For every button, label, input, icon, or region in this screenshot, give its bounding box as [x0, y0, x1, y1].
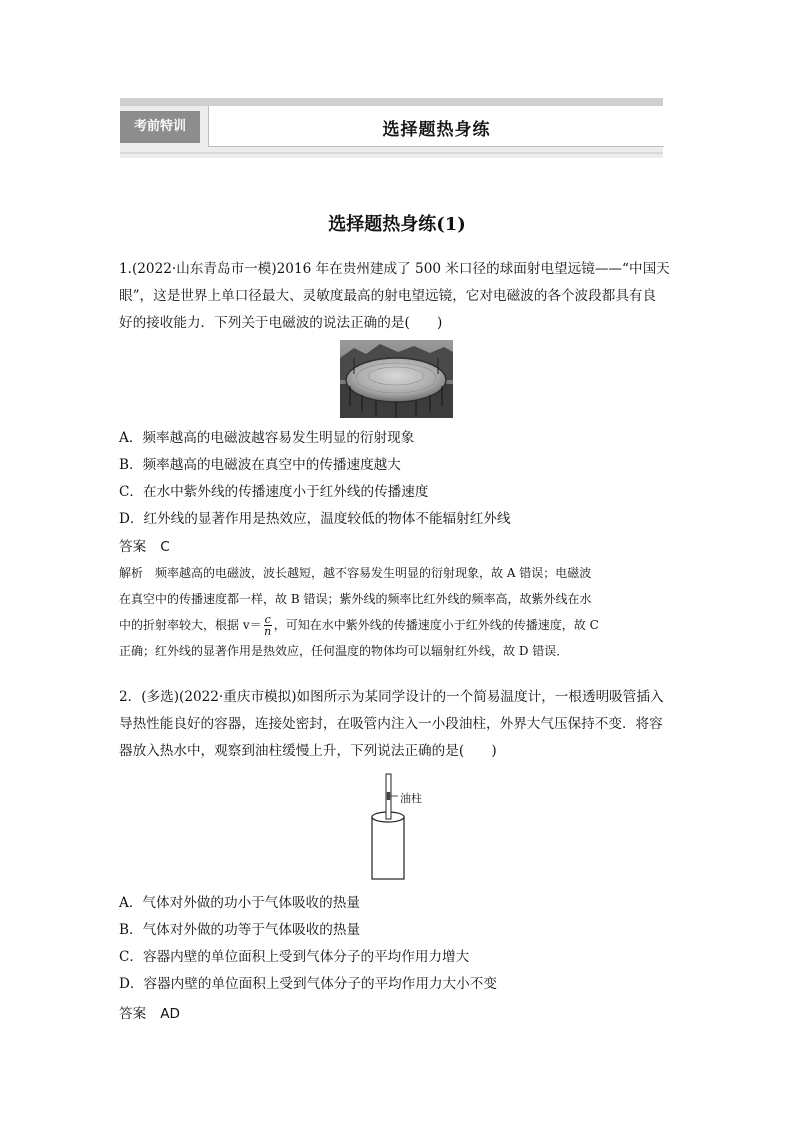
q1-answer	[119, 535, 170, 555]
section-header	[120, 98, 663, 158]
question-1-line: 眼”，这是世界上单口径最大、灵敏度最高的射电望远镜，它对电磁波的各个波段都具有良	[119, 288, 657, 304]
question-2-line: 器放入热水中，观察到油柱缓慢上升，下列说法正确的是( )	[119, 743, 497, 759]
q1-option-c: C．在水中紫外线的传播速度小于红外线的传播速度	[119, 484, 429, 500]
question-2-line: 2．(多选)(2022·重庆市模拟)如图所示为某同学设计的一个简易温度计，一根透明吸管插入	[119, 689, 664, 705]
question-2-stem	[119, 684, 675, 765]
oil-column-label: 油柱	[400, 792, 422, 805]
q2-option-d: D．容器内壁的单位面积上受到气体分子的平均作用力大小不变	[119, 976, 497, 992]
header-title: 选择题热身练	[382, 120, 491, 140]
thermometer-diagram	[365, 772, 435, 882]
explanation-line	[119, 612, 675, 638]
q1-explanation	[119, 560, 675, 664]
fraction-numerator: c	[264, 613, 271, 626]
q2-option-b: B．气体对外做的功等于气体吸收的热量	[119, 922, 361, 938]
header-title-box	[208, 106, 664, 147]
question-1-line: 1.(2022·山东青岛市一模)2016 年在贵州建成了 500 米口径的球面射电望远镜——“中国天	[119, 261, 670, 277]
telescope-photo	[340, 340, 453, 418]
fraction-denominator: n	[264, 625, 272, 638]
answer-label: 答案	[119, 539, 147, 555]
section-tag: 考前特训	[120, 111, 200, 143]
page-title: 选择题热身练(1)	[328, 214, 466, 235]
answer-value: C	[160, 539, 170, 555]
explanation-line: 在真空中的传播速度都一样，故 B 错误；紫外线的频率比红外线的频率高，故紫外线在水	[119, 592, 592, 606]
question-2-line: 导热性能良好的容器，连接处密封，在吸管内注入一小段油柱，外界大气压保持不变．将容	[119, 716, 663, 732]
q1-option-d: D．红外线的显著作用是热效应，温度较低的物体不能辐射红外线	[119, 511, 511, 527]
explanation-text: ，可知在水中紫外线的传播速度小于红外线的传播速度，故 C	[273, 618, 599, 632]
answer-label: 答案	[119, 1006, 147, 1022]
q1-option-b: B．频率越高的电磁波在真空中的传播速度越大	[119, 457, 401, 473]
explanation-line: 解析 频率越高的电磁波，波长越短，越不容易发生明显的衍射现象，故 A 错误；电磁波	[119, 566, 592, 580]
q2-answer	[119, 1002, 180, 1022]
question-1-line: 好的接收能力．下列关于电磁波的说法正确的是( )	[119, 315, 443, 331]
explanation-text: 中的折射率较大，根据 v＝	[119, 618, 262, 632]
answer-value: AD	[160, 1006, 180, 1022]
header-rule	[120, 152, 663, 154]
question-1-stem	[119, 256, 675, 337]
explanation-line: 正确；红外线的显著作用是热效应，任何温度的物体均可以辐射红外线，故 D 错误．	[119, 644, 569, 658]
fraction-c-over-n	[264, 614, 272, 637]
q1-option-a: A．频率越高的电磁波越容易发生明显的衍射现象	[119, 430, 415, 446]
q2-option-a: A．气体对外做的功小于气体吸收的热量	[119, 895, 360, 911]
header-top-stripe	[120, 98, 663, 106]
q2-option-c: C．容器内壁的单位面积上受到气体分子的平均作用力增大	[119, 949, 470, 965]
